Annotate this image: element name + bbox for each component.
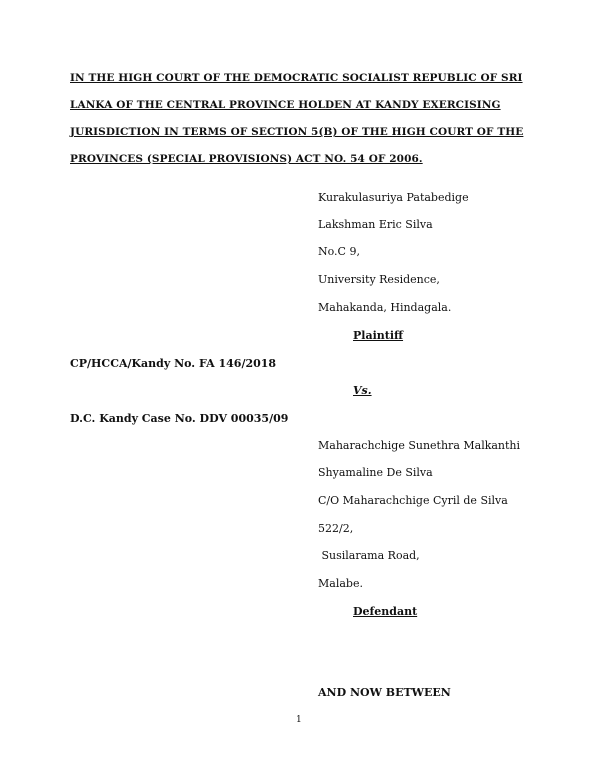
- heading-line-2: LANKA OF THE CENTRAL PROVINCE HOLDEN AT KANDY EXERCISING: [70, 99, 501, 111]
- heading-line-4: PROVINCES (SPECIAL PROVISIONS) ACT NO. 54 OF 2006.: [70, 153, 423, 165]
- appeal-case-number: CP/HCCA/Kandy No. FA 146/2018: [70, 357, 277, 370]
- plaintiff-address-line: Kurakulasuriya Patabedige: [318, 191, 469, 204]
- heading-line-3: JURISDICTION IN TERMS OF SECTION 5(B) OF THE HIGH COURT OF THE: [70, 126, 524, 138]
- and-now-between-heading: AND NOW BETWEEN: [318, 686, 451, 699]
- plaintiff-address-line: University Residence,: [318, 273, 440, 286]
- defendant-address-line: 522/2,: [318, 522, 354, 535]
- plaintiff-address-line: No.C 9,: [318, 245, 360, 258]
- plaintiff-address-line: Lakshman Eric Silva: [318, 218, 433, 231]
- page-number: 1: [296, 715, 302, 725]
- defendant-address-line: Susilarama Road,: [318, 549, 420, 562]
- defendant-address-line: Maharachchige Sunethra Malkanthi: [318, 439, 521, 452]
- defendant-address-line: C/O Maharachchige Cyril de Silva: [318, 494, 508, 507]
- versus-label: Vs.: [353, 384, 372, 397]
- defendant-address-line: Shyamaline De Silva: [318, 466, 433, 479]
- defendant-role-label: Defendant: [353, 605, 418, 618]
- heading-line-1: IN THE HIGH COURT OF THE DEMOCRATIC SOCIALIST REPUBLIC OF SRI: [70, 72, 523, 84]
- district-court-case-number: D.C. Kandy Case No. DDV 00035/09: [70, 412, 289, 425]
- plaintiff-role-label: Plaintiff: [353, 329, 404, 342]
- plaintiff-address-line: Mahakanda, Hindagala.: [318, 301, 452, 314]
- defendant-address-line: Malabe.: [318, 577, 363, 590]
